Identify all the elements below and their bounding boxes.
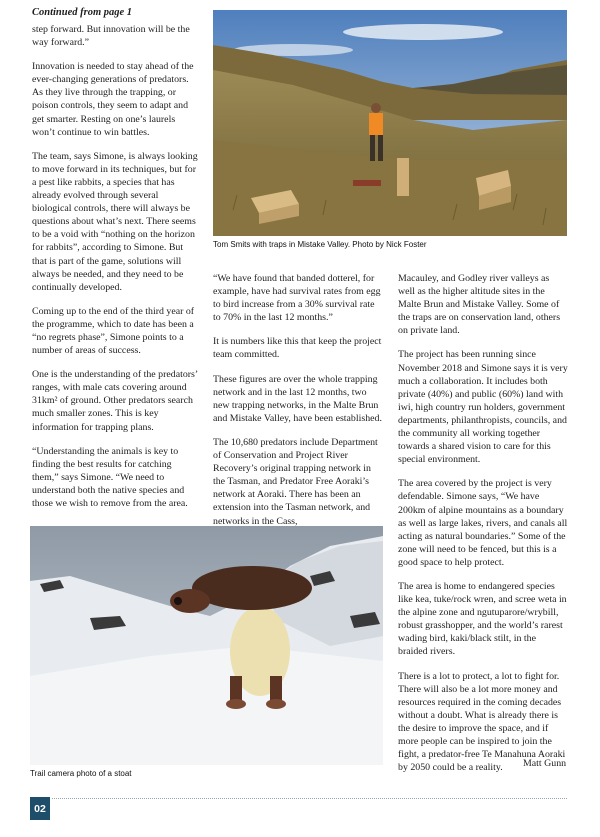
valley-photo [213, 10, 567, 236]
stoat-photo [30, 526, 383, 765]
paragraph: Coming up to the end of the third year of the programme, which to date has been a “no regrets phase”, Simone points to a number of areas of success. [32, 305, 195, 357]
paragraph: There is a lot to protect, a lot to fight for. There will also be a lot more money and resources required in the coming decades without a doubt. What is already there is the desire to improve the space, and if more people can be inspired to join the fight, a predator-free Te Manahuna Aoraki by 2050 could be a reality. [398, 670, 566, 774]
column-1 [32, 23, 200, 521]
paragraph: The area covered by the project is very defendable. Simone says, “We have 200km of alpine mountains as a boundary as well as large lakes, rivers, and canals all acting as natural boundaries.” Some of the zone will need to be fenced, but this is a good space to help protect. [398, 478, 568, 568]
paragraph: The team, says Simone, is always looking to move forward in its techniques, but for a pest like rabbits, a species that has already evolved through several biological controls, there will always be questions about what’s next. There seems to be a void with “nothing on the horizon for rabbits”, according to Simone. But that is part of the game, solutions will always be needed, and they need to be continually developed. [32, 150, 198, 293]
paragraph: The 10,680 predators include Department of Conservation and Project River Recovery’s original trapping network in the Tasman, and Predator Free Aoraki’s network at Aoraki. There has been an extension into the Tasman network, and networks in the Cass, [213, 436, 378, 527]
valley-photo-caption: Tom Smits with traps in Mistake Valley. Photo by Nick Foster [213, 240, 427, 249]
paragraph: Macauley, and Godley river valleys as well as the higher altitude sites in the Malte Brun and Mistake Valley. Some of the traps are on conservation land, others on private land. [398, 273, 561, 337]
paragraph: The project has been running since November 2018 and Simone says it is very much a collaboration. It includes both private (40%) and public (60%) land with iwi, high country run holders, government departments, philanthropists, councils, and the community all working together towards a shared vision to care for this special environment. [398, 349, 568, 466]
valley-photo-image [213, 10, 567, 236]
footer-divider [52, 798, 567, 799]
paragraph: It is numbers like this that keep the project team committed. [213, 336, 382, 361]
paragraph: The area is home to endangered species like kea, tuke/rock wren, and scree weta in the alpine zone and ngutuparore/wrybill, robust grasshopper, and the world’s rarest wading bird, kaki/black stilt, in the braided rivers. [398, 580, 567, 658]
paragraph: One is the understanding of the predators’ ranges, with male cats covering around 31km² of ground. Other predators search much smaller zones. This is key information for trapping plans. [32, 369, 198, 433]
paragraph: step forward. But innovation will be the way forward.” [32, 24, 190, 49]
column-3 [398, 272, 568, 785]
stoat-photo-image [30, 526, 383, 765]
author-signature: Matt Gunn [523, 758, 567, 769]
paragraph: “We have found that banded dotterel, for example, have had survival rates from egg to bird increase from a 30% survival rate to 70% in the last 12 months.” [213, 273, 381, 324]
stoat-photo-caption: Trail camera photo of a stoat [30, 769, 132, 778]
page-number-badge: 02 [30, 797, 50, 820]
continued-heading: Continued from page 1 [32, 7, 133, 18]
paragraph: “Understanding the animals is key to finding the best results for catching them,” says Simone. “We need to understand both the native species and those we wish to remove from the area. [32, 445, 188, 509]
column-2 [213, 272, 383, 539]
paragraph: Innovation is needed to stay ahead of the ever-changing generations of predators. As they live through the trapping, or poison controls, they seem to adapt and get smarter. Resting on one’s laurels won’t continue to win battles. [32, 61, 194, 138]
paragraph: These figures are over the whole trapping network and in the last 12 months, two new trapping networks, in the Malte Brun and Mistake Valley, have been established. [213, 373, 382, 424]
